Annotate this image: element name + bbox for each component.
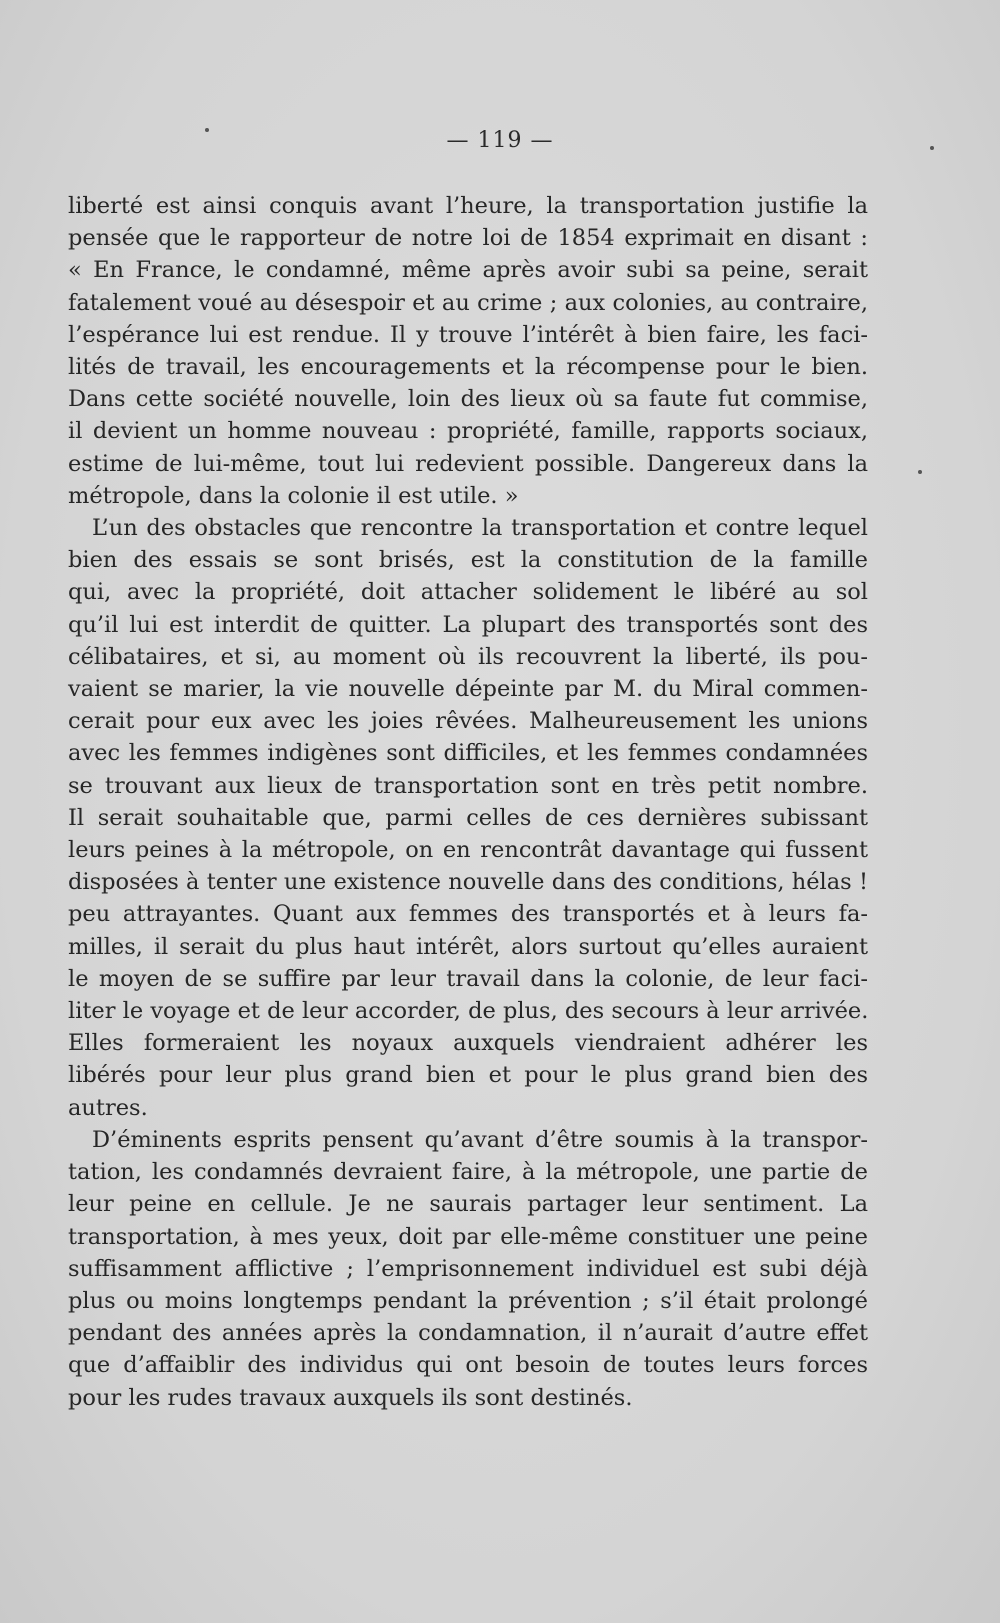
scan-speck — [918, 470, 922, 474]
text-line: plus ou moins longtemps pendant la prévention ; s’il était prolongé — [68, 1287, 868, 1314]
text-line: Dans cette société nouvelle, loin des lieux où sa faute fut commise, — [68, 386, 868, 413]
text-line: autres. — [68, 1094, 148, 1121]
paragraph — [68, 190, 868, 512]
text-line: se trouvant aux lieux de transportation sont en très petit nombre. — [68, 772, 868, 799]
text-line: L’un des obstacles que rencontre la transportation et contre lequel — [92, 515, 868, 542]
text-line: liberté est ainsi conquis avant l’heure, la transportation justifie la — [68, 193, 868, 219]
text-line: suffisamment afflictive ; l’emprisonnement individuel est subi déjà — [68, 1255, 868, 1282]
body-text — [68, 190, 868, 1414]
page-number: — 119 — — [446, 128, 554, 153]
text-line: pour les rudes travaux auxquels ils sont destinés. — [68, 1384, 633, 1411]
text-line: transportation, à mes yeux, doit par elle-même constituer une peine — [68, 1223, 868, 1250]
text-line: cerait pour eux avec les joies rêvées. Malheureusement les unions — [68, 708, 868, 735]
text-line: libérés pour leur plus grand bien et pour le plus grand bien des — [68, 1062, 868, 1089]
text-line: lités de travail, les encouragements et la récompense pour le bien. — [68, 354, 868, 381]
text-line: leurs peines à la métropole, on en rencontrât davantage qui fussent — [68, 837, 868, 864]
text-line: qui, avec la propriété, doit attacher solidement le libéré au sol — [68, 579, 868, 606]
text-line: bien des essais se sont brisés, est la constitution de la famille — [68, 547, 868, 574]
paragraph — [68, 512, 868, 1124]
text-line: avec les femmes indigènes sont difficiles, et les femmes condamnées — [68, 740, 868, 767]
text-line: leur peine en cellule. Je ne saurais partager leur sentiment. La — [68, 1191, 868, 1218]
text-line: l’espérance lui est rendue. Il y trouve l’intérêt à bien faire, les faci- — [68, 321, 868, 348]
text-line: tation, les condamnés devraient faire, à la métropole, une partie de — [68, 1159, 868, 1186]
text-line: métropole, dans la colonie il est utile. » — [68, 482, 519, 509]
text-line: vaient se marier, la vie nouvelle dépeinte par M. du Miral commen- — [68, 676, 868, 703]
text-line: milles, il serait du plus haut intérêt, alors surtout qu’elles auraient — [68, 933, 868, 960]
text-line: « En France, le condamné, même après avoir subi sa peine, serait — [68, 257, 868, 284]
text-line: pendant des années après la condamnation, il n’aurait d’autre effet — [68, 1320, 868, 1347]
text-line: Il serait souhaitable que, parmi celles de ces dernières subissant — [68, 804, 868, 831]
text-line: il devient un homme nouveau : propriété, famille, rapports sociaux, — [68, 418, 868, 445]
text-line: Elles formeraient les noyaux auxquels viendraient adhérer les — [68, 1030, 868, 1057]
text-line: peu attrayantes. Quant aux femmes des transportés et à leurs fa- — [68, 901, 868, 928]
paragraph — [68, 1124, 868, 1414]
scan-speck — [930, 146, 934, 150]
scan-speck — [205, 128, 209, 132]
text-line: D’éminents esprits pensent qu’avant d’être soumis à la transpor- — [92, 1126, 868, 1153]
text-line: estime de lui-même, tout lui redevient possible. Dangereux dans la — [68, 450, 868, 477]
text-line: pensée que le rapporteur de notre loi de 1854 exprimait en disant : — [68, 225, 868, 252]
text-line: que d’affaiblir des individus qui ont besoin de toutes leurs forces — [68, 1352, 868, 1379]
text-line: le moyen de se suffire par leur travail dans la colonie, de leur faci- — [68, 965, 868, 992]
text-line: célibataires, et si, au moment où ils recouvrent la liberté, ils pou- — [68, 643, 868, 670]
text-line: fatalement voué au désespoir et au crime ; aux colonies, au contraire, — [68, 289, 868, 316]
text-line: disposées à tenter une existence nouvelle dans des conditions, hélas ! — [68, 869, 868, 896]
text-line: liter le voyage et de leur accorder, de plus, des secours à leur arrivée. — [68, 998, 869, 1025]
text-line: qu’il lui est interdit de quitter. La plupart des transportés sont des — [68, 611, 868, 638]
